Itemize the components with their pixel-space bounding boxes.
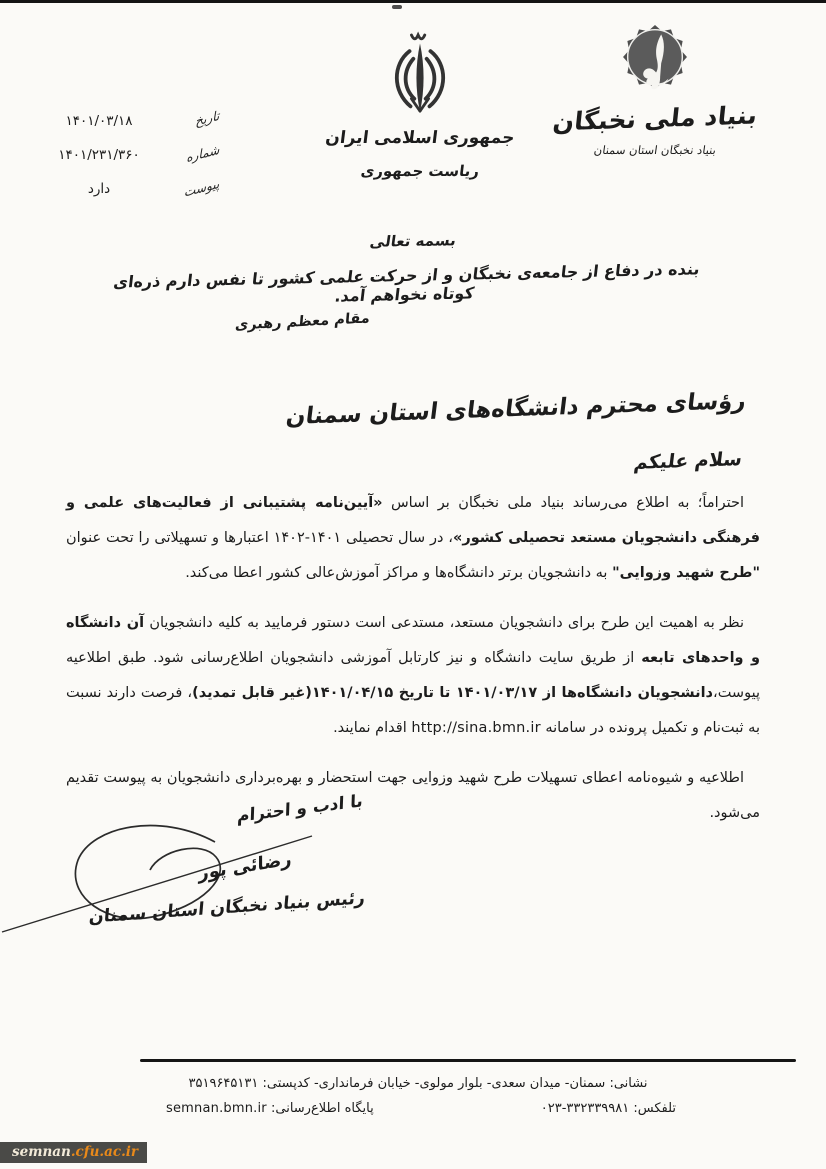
footer-telefax: تلفکس: ۳۳۲۳۳۹۹۸۱-۰۲۳ [540, 1101, 676, 1116]
para1-plan-title: "طرح شهید وزوایی" [612, 565, 760, 581]
attachment-label: پیوست [183, 175, 220, 200]
paragraph-1 [66, 486, 760, 591]
meta-row-date [30, 104, 220, 138]
signature-scribble-icon [0, 810, 360, 945]
footer-contacts [166, 1101, 676, 1116]
number-value: ۱۴۰۱/۲۳۱/۳۶۰ [58, 147, 140, 163]
para2-deadline: دانشجویان دانشگاه‌ها از ۱۴۰۱/۰۳/۱۷ تا تاریخ ۱۴۰۱/۰۴/۱۵(غیر قابل تمدید) [192, 685, 714, 701]
issuing-office: ریاست جمهوری [359, 162, 481, 180]
letter-body [66, 486, 760, 846]
quote-attribution: مقام معظم رهبری [234, 310, 371, 334]
para1-text: احتراماً؛ به اطلاع می‌رساند بنیاد ملی نخبگان بر اساس [382, 495, 744, 511]
scan-dust-speck [392, 5, 402, 9]
besmele: بسمه تعالی [368, 231, 458, 251]
para2-text: ، فرصت دارند نسبت به ثبت‌نام و تکمیل پرونده در سامانه [66, 685, 760, 736]
foundation-name: بنیاد ملی نخبگان [551, 100, 759, 137]
para2-text: نظر به اهمیت این طرح برای دانشجویان مستعد، مستدعی است دستور فرمایید به کلیه دانشجویان [144, 615, 744, 631]
closing-phrase: با ادب و احترام [236, 791, 364, 827]
scan-edge-line [0, 0, 826, 3]
footer-website [166, 1101, 374, 1116]
paragraph-2 [66, 606, 760, 746]
footer-address: نشانی: سمنان- میدان سعدی- بلوار مولوی- خیابان فرمانداری- کدپستی: ۳۵۱۹۶۴۵۱۳۱ [188, 1076, 648, 1091]
elites-foundation-logo-icon [622, 24, 688, 90]
footer-website-label: پایگاه اطلاع‌رسانی: [271, 1101, 374, 1116]
footer-divider [140, 1059, 796, 1062]
country-name: جمهوری اسلامی ایران [324, 128, 516, 148]
leader-quote: بنده در دفاع از جامعه‌ی نخبگان و از حرکت علمی کشور تا نفس دارم ذره‌ای کوتاه نخواهم آمد. [112, 259, 701, 306]
watermark-site-suffix: .cfu.ac.ir [70, 1144, 139, 1160]
number-label: شماره [185, 141, 220, 165]
source-watermark [0, 1142, 147, 1163]
para2-text: اقدام نمایند. [333, 720, 412, 736]
letter-meta-block [30, 104, 220, 206]
foundation-block [540, 24, 770, 157]
para1-text: به دانشجویان برتر دانشگاه‌ها و مراکز آموزش‌عالی کشور اعطا می‌کند. [185, 565, 613, 581]
para2-bold-university: آن دانشگاه و واحدهای تابعه [66, 615, 760, 666]
iran-emblem-icon [381, 26, 459, 122]
attachment-value: دارد [87, 181, 111, 197]
date-label: تاریخ [194, 107, 220, 129]
recipient-line: رؤسای محترم دانشگاه‌های استان سمنان [284, 387, 748, 431]
date-value: ۱۴۰۱/۰۳/۱۸ [65, 113, 133, 129]
meta-row-attachment [30, 172, 220, 206]
meta-row-number [30, 138, 220, 172]
signer-name: رضائی پور [198, 848, 292, 885]
sina-portal-url: http://sina.bmn.ir [411, 720, 541, 736]
para1-regulation-title: «آیین‌نامه پشتیبانی از فعالیت‌های علمی و فرهنگی دانشجویان مستعد تحصیلی کشور» [66, 495, 760, 546]
footer-website-url: semnan.bmn.ir [166, 1101, 267, 1116]
foundation-branch: بنیاد نخبگان استان سمنان [592, 143, 718, 157]
watermark-site-name: semnan [12, 1144, 71, 1160]
para1-text: ، در سال تحصیلی ۱۴۰۱-۱۴۰۲ اعتبارها و تسهیلاتی را تحت عنوان [66, 530, 453, 546]
salutation-line: سلام علیکم [632, 448, 744, 474]
signer-title: رئیس بنیاد نخبگان استان سمنان [88, 888, 366, 928]
paragraph-3: اطلاعیه و شیوه‌نامه اعطای تسهیلات طرح شهید وزوایی جهت استحضار و بهره‌برداری دانشجویان به پیوست تقدیم می‌شود. [66, 770, 760, 821]
para2-text: از طریق سایت دانشگاه و نیز کارتابل آموزشی دانشجویان اطلاع‌رسانی شود. طبق اطلاعیه پیوست، [66, 650, 760, 701]
government-block [305, 26, 535, 180]
